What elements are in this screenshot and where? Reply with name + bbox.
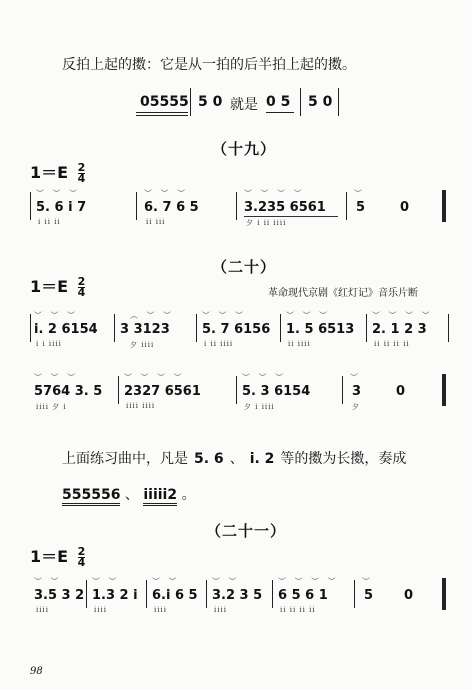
explanation-line-2: 555556 、 iiiii2 。 (62, 484, 196, 504)
exercise-21-title: （二十一） (206, 522, 287, 540)
measure: ︶ ︶ ︶ 5. 3 6154 夕 i iiii (242, 373, 311, 411)
key-signature: 1＝E (30, 547, 69, 566)
key-signature: 1＝E (30, 163, 69, 182)
measure: ︶ ︶ ︶ i. 2 6154 i i iiii (34, 311, 98, 348)
measure: ︶ 3 夕 (350, 373, 362, 411)
exercise-20-title: （二十） (212, 258, 277, 276)
exercise-19-key (30, 160, 85, 184)
time-signature: $\frac{2}{4}$ (77, 161, 86, 185)
key-signature: 1＝E (30, 277, 69, 296)
rest: 0 (400, 200, 410, 215)
measure: ︶ 5 (354, 189, 366, 215)
example-a: 05555 (140, 94, 189, 110)
measure: ︶ ︶ ︶ 5764 3. 5 iiii 夕 i (34, 373, 103, 411)
rest: 0 (396, 384, 406, 399)
exercise-20-key (30, 274, 85, 298)
measure: ︶ ︶ ︶ 6. 7 6 5 ii iii (144, 189, 199, 226)
explanation-line-1: 上面练习曲中，凡是 5. 6 、 i. 2 等的擞为长擞，奏成 (62, 451, 407, 467)
measure: ︶ ︶ 3.5 3 2 iiii (34, 577, 85, 614)
example-d: 5 0 (308, 94, 333, 110)
measure: ︶ ︶ ︶ 5. 7 6156 i ii iiii (202, 311, 271, 348)
measure: ︶ ︶ 3.2 3 5 iiii (212, 577, 263, 614)
example-c: 0 5 (266, 94, 291, 110)
measure: ︶ ︶ 6.i 6 5 iiii (152, 577, 198, 614)
measure: ︶ ︶ ︶ 5. 6 i 7 i ii ii (36, 189, 87, 226)
page-number: 98 (30, 666, 43, 677)
measure: ︶ 5 (362, 577, 374, 603)
measure: ︶ ︶ 1.3 2 i iiii (92, 577, 138, 614)
exercise-20-staff-line-2 (30, 373, 450, 411)
example-b: 5 0 (198, 94, 223, 110)
time-signature: $\frac{2}{4}$ (77, 545, 86, 569)
exercise-19-staff (30, 189, 450, 227)
exercise-21-staff (30, 577, 450, 614)
exercise-20-staff-line-1 (30, 311, 450, 349)
measure: ︶ ︶ ︶ 1. 5 6513 ii iiii (286, 311, 355, 348)
measure: ︶ ︶ ︶ ︶ 2327 6561 iiii iiii (124, 373, 201, 410)
example-line (132, 88, 342, 118)
example-mid: 就是 (230, 97, 258, 113)
measure: ︵ ︶ ︶ 3 3123 夕 iiii (120, 311, 175, 349)
source-note: 革命现代京剧《红灯记》音乐片断 (268, 288, 418, 299)
measure: ︶ ︶ ︶ ︶ 2. 1 2 3 ii ii ii ii (372, 311, 433, 348)
measure: ︶ ︶ ︶ ︶ 3.235 6561 夕 i ii iiii (238, 192, 342, 226)
intro-text: 反拍上起的擞：它是从一拍的后半拍上起的擞。 (62, 57, 356, 73)
exercise-19-title: （十九） (212, 140, 277, 158)
exercise-21-key (30, 544, 85, 568)
rest: 0 (404, 588, 414, 603)
time-signature: $\frac{2}{4}$ (77, 275, 86, 299)
measure: ︶ ︶ ︶ ︶ 6 5 6 1 ii ii ii ii (278, 577, 339, 614)
